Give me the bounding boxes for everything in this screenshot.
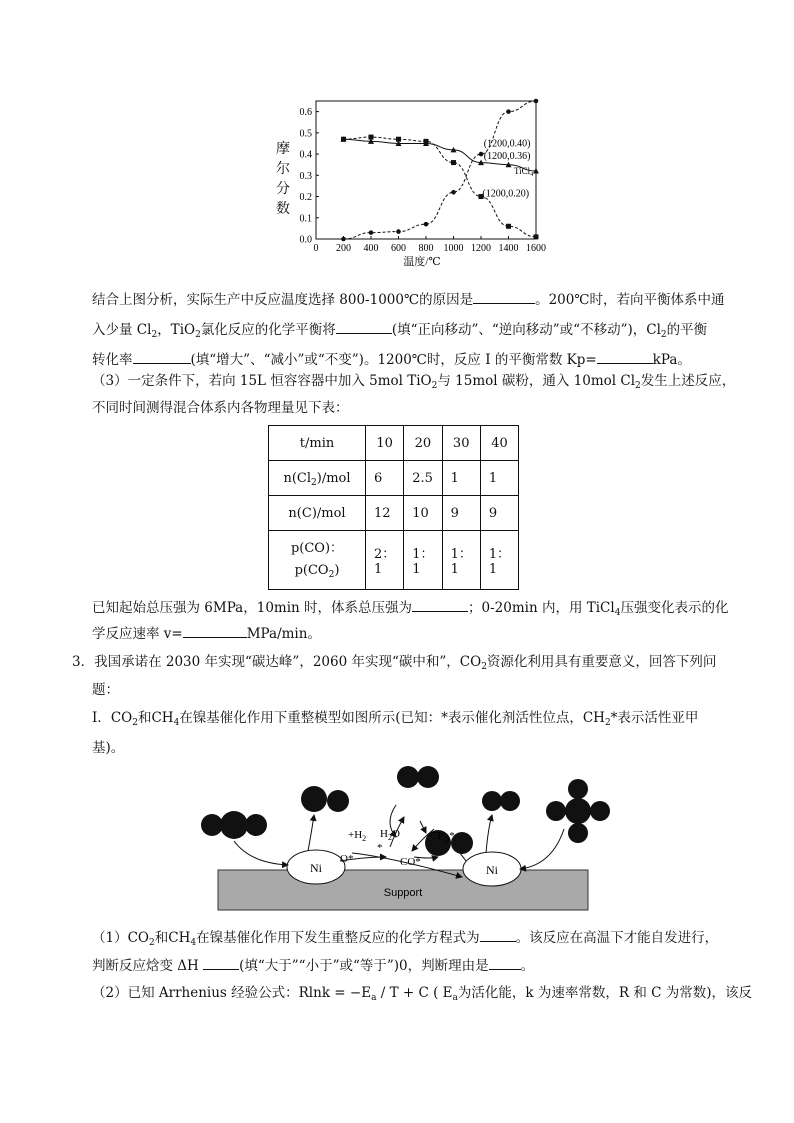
table-cell: 1：1 (442, 531, 480, 590)
y-tick-label: 0.6 (299, 107, 312, 119)
table-cell: 20 (404, 426, 442, 461)
reforming-model-diagram (190, 765, 610, 915)
question-3-line (72, 652, 716, 672)
text: （3）一定条件下，若向 15L 恒容容器中加入 5mol TiO (92, 373, 432, 389)
table-cell: 1 (442, 461, 480, 496)
text: 在镍基催化作用下发生重整反应的化学方程式为 (196, 930, 480, 946)
x-tick-label: 1600 (526, 243, 546, 254)
x-tick-label: 400 (363, 243, 379, 254)
active-site-label: * (377, 842, 383, 854)
text: p(CO (294, 563, 329, 578)
text: 压强变化表示的化 (620, 600, 729, 616)
plot-frame (316, 101, 536, 239)
x-tick-label: 1200 (471, 243, 491, 254)
answer-blank[interactable] (203, 955, 239, 970)
table-cell: 9 (442, 496, 480, 531)
text: p(CO)： (290, 541, 344, 556)
ch2-label: $CH_2*$ (430, 830, 455, 844)
text: 基)。 (92, 740, 125, 756)
text: 不同时间测得混合体系内各物理量见下表： (92, 400, 349, 416)
subscript: 2 (431, 381, 438, 391)
answer-blank[interactable] (473, 289, 535, 304)
table-row (269, 426, 519, 461)
h2-molecule-right-icon (482, 791, 520, 811)
table-row (269, 531, 519, 590)
answer-blank[interactable] (480, 927, 516, 942)
text: 与 15mol 碳粉，通入 10mol Cl (437, 373, 636, 389)
h2-label: $+H_2$ (348, 829, 367, 843)
series-label-subscript: 4 (530, 172, 534, 179)
text: （2）已知 Arrhenius 经验公式：Rlnk = −E (92, 985, 372, 1001)
text: 资源化利用具有重要意义，回答下列问 (486, 654, 717, 670)
data-point (341, 237, 346, 242)
y-tick-label: 0.5 (299, 128, 312, 140)
support-label: Support (383, 887, 423, 899)
text: *表示活性亚甲 (610, 710, 699, 726)
answer-blank[interactable] (336, 319, 392, 334)
chart-plot (270, 95, 546, 280)
text: 已知起始总压强为 6MPa，10min 时，体系总压强为 (92, 600, 413, 616)
ni-left-label: Ni (310, 861, 322, 875)
text: 。 (520, 958, 535, 974)
paragraph-line (92, 398, 349, 418)
data-point (479, 152, 484, 157)
text: ，TiO (157, 322, 196, 338)
h2o-label: $H_2O$ (380, 828, 400, 842)
ch4-molecule-icon (546, 779, 610, 843)
text: 3．我国承诺在 2030 年实现“碳达峰”，2060 年实现“碳中和”，CO (72, 654, 482, 670)
subscript: 2 (481, 662, 487, 672)
table-cell: 1：1 (404, 531, 442, 590)
x-tick-label: 1000 (443, 243, 464, 254)
series-label: TiCl$_4$ (514, 166, 534, 179)
co-star-label: CO* (400, 856, 421, 868)
table-cell: 12 (366, 496, 404, 531)
subscript: 4 (614, 608, 621, 618)
table-cell: 1：1 (480, 531, 518, 590)
data-point (396, 229, 401, 234)
series-line (344, 101, 537, 239)
paragraph-line (92, 289, 724, 310)
text: )/mol (316, 470, 351, 486)
text: 判断反应焓变 ΔH (92, 958, 204, 974)
text: 入少量 Cl (92, 322, 152, 338)
text: 氯化反应的化学平衡将 (200, 322, 336, 338)
answer-blank[interactable] (489, 955, 521, 970)
text: 发生上述反应， (640, 373, 736, 389)
subscript: 2 (311, 477, 317, 488)
annotation: (1200,0.40) (483, 138, 531, 150)
text: (填“大于”“小于”或“等于”)0，判断理由是 (239, 958, 489, 974)
table-cell: 6 (366, 461, 404, 496)
table-cell: n(C)/mol (269, 496, 366, 531)
subscript: 4 (173, 718, 180, 728)
text: ；0-20min 内，用 TiCl (468, 600, 615, 616)
x-tick-label: 200 (336, 243, 351, 254)
data-point (424, 139, 429, 144)
paragraph-line (92, 319, 707, 340)
data-point (396, 137, 401, 142)
data-point (506, 109, 511, 114)
o-star-label: O* (340, 853, 354, 865)
text: I．CO (92, 710, 133, 726)
text: kPa。 (652, 352, 691, 368)
data-point (369, 135, 374, 140)
text: 结合上图分析，实际生产中反应温度选择 800-1000℃的原因是 (92, 292, 474, 308)
answer-blank[interactable] (597, 349, 653, 364)
paragraph-line (92, 597, 728, 618)
x-axis-label: 温度/℃ (403, 256, 441, 268)
paragraph-line (92, 738, 124, 758)
annotation: (1200,0.36) (483, 151, 531, 163)
paragraph-line (92, 349, 691, 370)
text: (填“增大”、“减小”或“不变”)。1200℃时，反应 I 的平衡常数 Kp= (190, 352, 597, 368)
subscript: 2 (149, 938, 155, 948)
subscript: 2 (604, 718, 611, 728)
data-point (451, 190, 456, 195)
x-tick-label: 800 (418, 243, 434, 254)
data-point (451, 160, 456, 165)
table-cell (269, 461, 366, 496)
data-point (506, 224, 511, 229)
text: 转化率 (92, 352, 133, 368)
data-table (268, 425, 519, 590)
paragraph-line (92, 623, 321, 644)
subscript: a (452, 993, 458, 1003)
table-cell: 2.5 (404, 461, 442, 496)
y-tick-label: 0.1 (299, 213, 312, 225)
molar-fraction-chart (270, 95, 546, 280)
subscript: 2 (328, 570, 335, 580)
table-cell: 10 (366, 426, 404, 461)
annotation: (1200,0.20) (482, 188, 530, 200)
table-cell (269, 531, 366, 590)
paragraph-line (92, 371, 735, 391)
table-cell: 9 (480, 496, 518, 531)
y-axis-label: 摩尔分数 (276, 141, 290, 217)
subscript: 2 (195, 330, 201, 340)
text: 。该反应在高温下才能自发进行， (515, 930, 719, 946)
subscript: 2 (132, 718, 138, 728)
x-tick-label: 1400 (498, 243, 519, 254)
y-tick-label: 0.2 (299, 192, 312, 204)
paragraph-line (92, 708, 698, 728)
subscript: a (371, 993, 377, 1003)
subscript: 4 (190, 938, 197, 948)
table-cell: 1 (480, 461, 518, 496)
paragraph-line (92, 955, 534, 976)
y-tick-label: 0.4 (299, 149, 312, 161)
text: 。200℃时，若向平衡体系中通 (535, 292, 725, 308)
answer-blank[interactable] (183, 623, 247, 638)
table-row (269, 496, 519, 531)
text: 在镍基催化作用下重整模型如图所示(已知：*表示催化剂活性位点，CH (179, 710, 605, 726)
text: 学反应速率 v= (92, 626, 183, 642)
text: MPa/min。 (246, 626, 321, 642)
text: 和CH (137, 710, 174, 726)
data-point (534, 234, 539, 239)
data-point (534, 99, 539, 104)
answer-blank[interactable] (412, 597, 468, 612)
table-cell: 30 (442, 426, 480, 461)
y-tick-label: 0.0 (299, 234, 312, 246)
text: n(Cl (283, 470, 312, 486)
paragraph-line (92, 680, 119, 700)
x-tick-label: 600 (391, 243, 406, 254)
text: 题： (92, 682, 119, 698)
text: 的平衡 (666, 322, 708, 338)
h2o-molecule-icon (397, 766, 439, 788)
co2-molecule-icon (201, 811, 267, 839)
paragraph-line (92, 927, 718, 948)
subscript: 2 (660, 330, 667, 340)
h2-molecule-icon (301, 786, 349, 812)
x-tick-label: 0 (313, 243, 319, 254)
table-cell: 10 (404, 496, 442, 531)
subscript: 2 (151, 330, 158, 340)
subscript: 2 (635, 381, 641, 391)
text (273, 560, 361, 582)
data-point (341, 137, 346, 142)
answer-blank[interactable] (133, 349, 191, 364)
text: （1）CO (92, 930, 149, 946)
text: ) (334, 563, 340, 578)
table-cell: 2：1 (366, 531, 404, 590)
text: 和CH (154, 930, 191, 946)
table-cell: t/min (269, 426, 366, 461)
ni-right-label: Ni (486, 863, 498, 877)
text: 为活化能，k 为速率常数，R 和 C 为常数)，该反 (457, 985, 753, 1001)
y-tick-label: 0.3 (299, 170, 312, 182)
data-point (424, 222, 429, 227)
text: / T + C ( E (376, 985, 453, 1001)
table-row (269, 461, 519, 496)
table-cell: 40 (480, 426, 518, 461)
paragraph-line (92, 983, 752, 1003)
text: (填“正向移动”、“逆向移动”或“不移动”)，Cl (391, 322, 661, 338)
data-point (369, 230, 374, 235)
